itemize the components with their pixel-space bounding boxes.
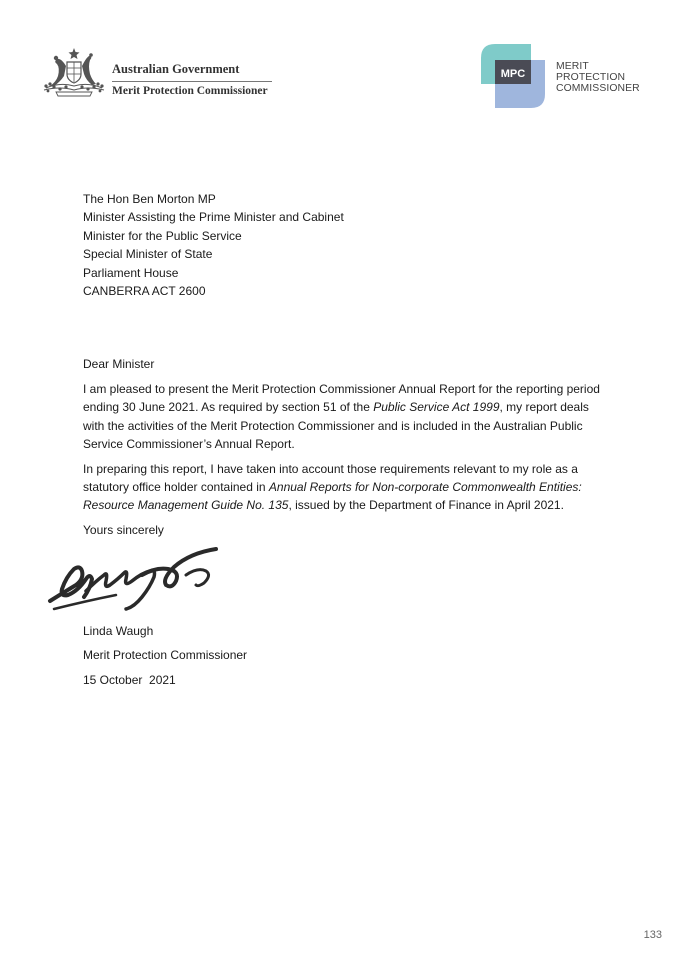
act-title: Public Service Act 1999 (373, 400, 500, 415)
mpc-word: COMMISSIONER (556, 83, 640, 94)
government-name: Australian Government (112, 62, 240, 76)
address-line: Special Minister of State (83, 247, 213, 262)
address-line: Minister for the Public Service (83, 228, 242, 243)
closing: Yours sincerely (83, 523, 164, 537)
address-line: The Hon Ben Morton MP (83, 192, 216, 206)
address-line: Minister Assisting the Prime Minister and Cabinet (83, 210, 344, 225)
coat-of-arms-icon (40, 46, 108, 98)
guide-title: Annual Reports for Non-corporate Commonwealth Entities: Resource Management Guide No. 135 (83, 480, 582, 513)
mpc-word: PROTECTION (556, 72, 626, 83)
salutation: Dear Minister (83, 357, 155, 371)
mpc-wordmark (556, 61, 640, 94)
letter-body (83, 380, 613, 521)
mpc-word: MERIT (556, 61, 589, 72)
body-paragraph: In preparing this report, I have taken into account those requirements relevant to my role as a statutory office holder contained in Annual Reports for Non-corporate Commonwealth Entities: Resource Management Guide No. 135, issued by the Department of Finance in April 2021. (83, 461, 582, 513)
letter-date: 15 October 2021 (83, 673, 176, 687)
handwritten-signature (46, 545, 222, 615)
mpc-logo-icon (481, 44, 545, 108)
address-line: CANBERRA ACT 2600 (83, 284, 206, 299)
body-paragraph: I am pleased to present the Merit Protection Commissioner Annual Report for the reporting period ending 30 June 2021. As required by section 51 of the Public Service Act 1999, my report deals with the activities of the Merit Protection Commissioner and is included in the Australian Public Service Commissioner’s Annual Report. (83, 382, 600, 452)
mpc-badge-text: MPC (500, 68, 526, 80)
address-line: Parliament House (83, 265, 179, 280)
page-number: 133 (643, 929, 662, 941)
government-wordmark (112, 62, 272, 97)
signatory-name: Linda Waugh (83, 624, 154, 638)
agency-name: Merit Protection Commissioner (112, 85, 268, 97)
wordmark-divider (112, 81, 272, 82)
signatory-title: Merit Protection Commissioner (83, 648, 248, 662)
addressee-block (83, 190, 344, 300)
